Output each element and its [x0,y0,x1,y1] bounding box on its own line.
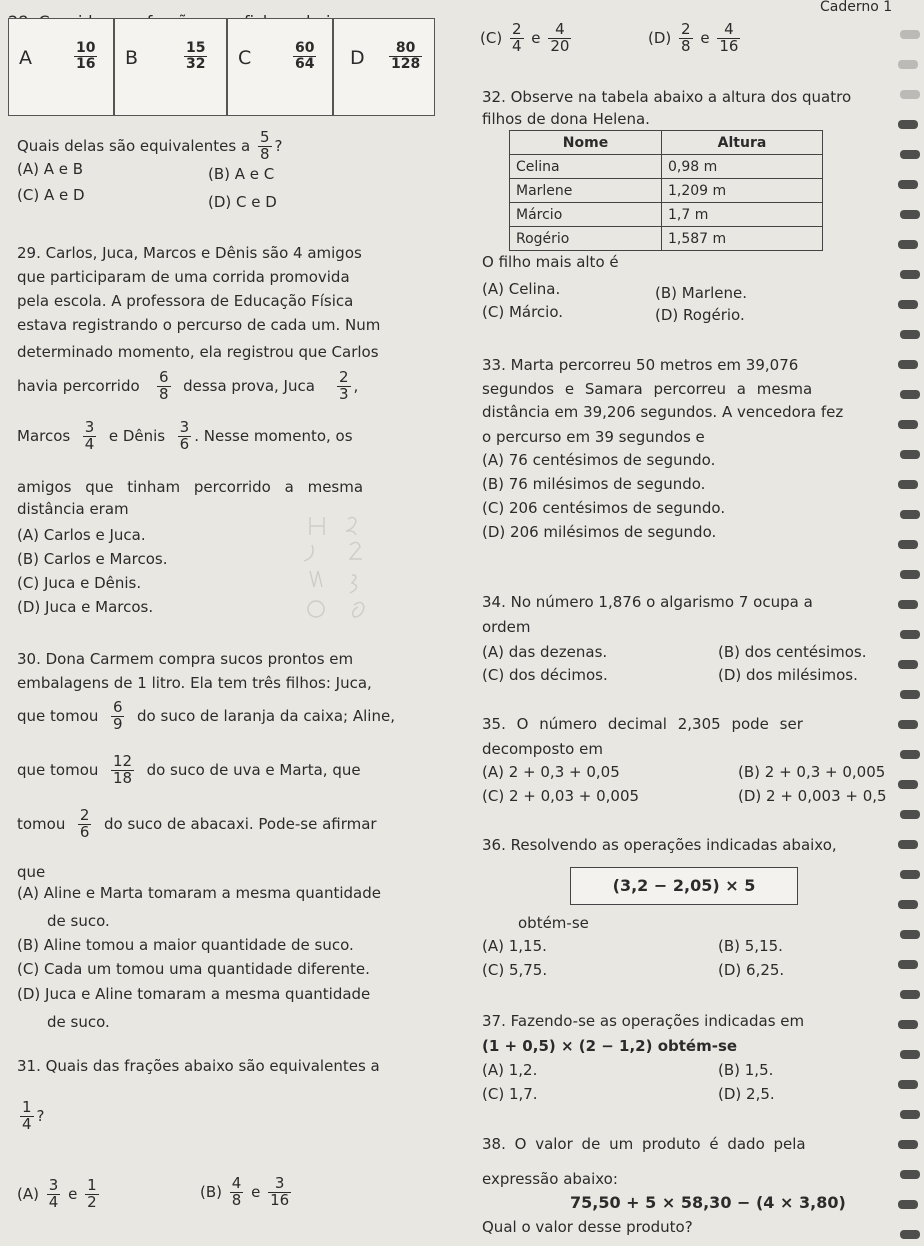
q34-line: 34. No número 1,876 o algarismo 7 ocupa a [482,593,813,611]
binding-mark [900,450,920,459]
binding-mark [900,1050,920,1059]
q37-line: 37. Fazendo-se as operações indicadas em [482,1012,805,1030]
q30-line: embalagens de 1 litro. Ela tem três filhos: Juca, [17,674,372,692]
binding-mark [898,720,918,729]
heights-table [509,130,823,251]
q35-option[interactable]: (B) 2 + 0,3 + 0,005 [738,763,886,781]
q36-line: 36. Resolvendo as operações indicadas abaixo, [482,836,837,854]
card-d [333,18,435,116]
binding-mark [898,480,918,489]
table-cell: 1,587 m [662,227,823,251]
q30-line: 30. Dona Carmem compra sucos prontos em [17,650,354,668]
q36-expression-box [570,867,798,905]
q29-line-fractions-1: havia percorrido $\frac{6}{8}$ dessa prova, Juca $\frac{2}{3}$ , [17,368,359,403]
table-row [510,155,823,179]
binding-mark [900,1170,920,1179]
q31-option-a[interactable]: (A) $\frac{3}{4}$ e $\frac{1}{2}$ [17,1176,97,1211]
q36-option[interactable]: (B) 5,15. [718,937,783,955]
binding-mark [900,750,920,759]
card-letter: B [125,47,139,69]
binding-mark [900,570,920,579]
binding-mark [900,150,920,159]
card-letter: A [19,47,32,69]
table-header: Nome [510,131,662,155]
binding-mark [898,660,918,669]
binding-mark [900,930,920,939]
q33-option[interactable]: (C) 206 centésimos de segundo. [482,499,726,517]
q37-option[interactable]: (A) 1,2. [482,1061,538,1079]
binding-mark [898,1140,918,1149]
table-cell: Celina [510,155,662,179]
q34-option[interactable]: (D) dos milésimos. [718,666,858,684]
q32-option[interactable]: (D) Rogério. [655,306,745,324]
q28-question: Quais delas são equivalentes a $\frac{5}{8}$ ? [17,128,283,163]
binding-mark [898,540,918,549]
q37-option[interactable]: (D) 2,5. [718,1085,775,1103]
q34-option[interactable]: (C) dos décimos. [482,666,608,684]
q32-option[interactable]: (C) Márcio. [482,303,564,321]
notebook-label: Caderno 1 [820,0,893,15]
q28b-option-c[interactable]: (C) $\frac{2}{4}$ e $\frac{4}{20}$ [480,20,570,55]
q30-line-fraction: tomou $\frac{2}{6}$ do suco de abacaxi. Pode-se afirmar [17,806,377,841]
q36-option[interactable]: (C) 5,75. [482,961,548,979]
binding-mark [898,120,918,129]
q35-line: 35. O número decimal 2,305 pode ser [482,715,803,733]
q29-line: pela escola. A professora de Educação Física [17,292,354,310]
q29-line: 29. Carlos, Juca, Marcos e Dênis são 4 amigos [17,244,362,262]
q34-option[interactable]: (B) dos centésimos. [718,643,867,661]
q36-expression: (3,2 − 2,05) × 5 [612,876,756,895]
binding-mark [900,630,920,639]
q36-line: obtém-se [518,914,589,932]
card-b [114,18,227,116]
q38-expression: 75,50 + 5 × 58,30 − (4 × 3,80) [570,1193,846,1212]
q29-option[interactable]: (A) Carlos e Juca. [17,526,146,544]
table-header: Altura [662,131,823,155]
binding-mark [900,810,920,819]
binding-mark [898,60,918,69]
binding-mark [900,90,920,99]
q33-line: segundos e Samara percorreu a mesma [482,380,813,398]
q34-line: ordem [482,618,531,636]
q33-line: 33. Marta percorreu 50 metros em 39,076 [482,356,799,374]
q31-option-b[interactable]: (B) $\frac{4}{8}$ e $\frac{3}{16}$ [200,1174,290,1209]
table-row [510,203,823,227]
card-a [8,18,114,116]
table-cell: 1,209 m [662,179,823,203]
q35-option[interactable]: (A) 2 + 0,3 + 0,05 [482,763,620,781]
q28-option[interactable]: (D) C e D [208,193,277,211]
q33-line: o percurso em 39 segundos e [482,428,705,446]
binding-mark [900,990,920,999]
q33-line: distância em 39,206 segundos. A vencedora fez [482,403,844,421]
binding-mark [900,30,920,39]
q28b-option-d[interactable]: (D) $\frac{2}{8}$ e $\frac{4}{16}$ [648,20,739,55]
q30-line: que [17,863,46,881]
binding-mark [898,960,918,969]
q30-option-cont: de suco. [47,912,110,930]
q30-option[interactable]: (D) Juca e Aline tomaram a mesma quantidade [17,985,371,1003]
binding-mark [900,210,920,219]
binding-mark [900,1110,920,1119]
card-fraction: $\frac{15}{32}$ [186,40,206,72]
card-fraction: $\frac{60}{64}$ [295,40,315,72]
binding-mark [900,510,920,519]
q37-line: (1 + 0,5) × (2 − 1,2) obtém-se [482,1037,738,1055]
card-letter: D [350,47,365,69]
q28-option[interactable]: (A) A e B [17,160,84,178]
table-cell: Rogério [510,227,662,251]
q35-option[interactable]: (D) 2 + 0,003 + 0,5 [738,787,887,805]
table-row [510,227,823,251]
binding-mark [898,1200,918,1209]
binding-mark [898,240,918,249]
card-fraction: $\frac{10}{16}$ [76,40,96,72]
q36-option[interactable]: (D) 6,25. [718,961,785,979]
q29-line: estava registrando o percurso de cada um. Num [17,316,381,334]
q30-line-fraction: que tomou $\frac{12}{18}$ do suco de uva e Marta, que [17,752,361,787]
q30-option[interactable]: (B) Aline tomou a maior quantidade de suco. [17,936,354,954]
card-c [227,18,333,116]
q29-option[interactable]: (B) Carlos e Marcos. [17,550,168,568]
q32-question: O filho mais alto é [482,253,619,271]
q29-line-fractions-2: Marcos $\frac{3}{4}$ e Dênis $\frac{3}{6}$ . Nesse momento, os [17,418,353,453]
binding-mark [898,900,918,909]
q29-option[interactable]: (D) Juca e Marcos. [17,598,154,616]
q32-option[interactable]: (A) Celina. [482,280,561,298]
q30-option-cont: de suco. [47,1013,110,1031]
binding-mark [900,870,920,879]
q30-option[interactable]: (C) Cada um tomou uma quantidade diferente. [17,960,370,978]
q35-option[interactable]: (C) 2 + 0,03 + 0,005 [482,787,640,805]
table-cell: Marlene [510,179,662,203]
binding-mark [898,360,918,369]
q32-line: 32. Observe na tabela abaixo a altura dos quatro [482,88,852,106]
q38-line: 38. O valor de um produto é dado pela [482,1135,806,1153]
q32-line: filhos de dona Helena. [482,110,650,128]
q38-line: expressão abaixo: [482,1170,618,1188]
q33-option[interactable]: (A) 76 centésimos de segundo. [482,451,716,469]
q31-ref: $\frac{1}{4}$ ? [22,1098,45,1133]
q38-line: Qual o valor desse produto? [482,1218,693,1236]
binding-mark [898,840,918,849]
binding-mark [898,180,918,189]
q28-option[interactable]: (C) A e D [17,186,85,204]
binding-mark [898,420,918,429]
q28-option[interactable]: (B) A e C [208,165,275,183]
q29-line: determinado momento, ela registrou que Carlos [17,343,379,361]
q30-option[interactable]: (A) Aline e Marta tomaram a mesma quantidade [17,884,381,902]
q34-option[interactable]: (A) das dezenas. [482,643,608,661]
q37-option[interactable]: (C) 1,7. [482,1085,538,1103]
q31-line: 31. Quais das frações abaixo são equivalentes a [17,1057,380,1075]
binding-mark [900,690,920,699]
card-fraction: $\frac{80}{128}$ [391,40,421,72]
table-cell: Márcio [510,203,662,227]
binding-mark [898,1020,918,1029]
q29-line: distância eram [17,500,129,518]
binding-mark [898,600,918,609]
table-row [510,179,823,203]
binding-mark [900,390,920,399]
binding-mark [900,1230,920,1239]
binding-mark [898,1080,918,1089]
binding-mark [898,780,918,789]
binding-mark [900,330,920,339]
binding-mark [898,300,918,309]
q29-line: que participaram de uma corrida promovida [17,268,350,286]
table-cell: 1,7 m [662,203,823,227]
q36-option[interactable]: (A) 1,15. [482,937,547,955]
q30-line-fraction: que tomou $\frac{6}{9}$ do suco de laranja da caixa; Aline, [17,698,395,733]
q32-option[interactable]: (B) Marlene. [655,284,747,302]
card-letter: C [238,47,252,69]
table-cell: 0,98 m [662,155,823,179]
table-header-row [510,131,823,155]
pencil-scribbles [300,505,410,630]
q33-option[interactable]: (D) 206 milésimos de segundo. [482,523,717,541]
q35-line: decomposto em [482,740,603,758]
q37-option[interactable]: (B) 1,5. [718,1061,774,1079]
q29-line: amigos que tinham percorrido a mesma [17,478,364,496]
q33-option[interactable]: (B) 76 milésimos de segundo. [482,475,706,493]
q29-option[interactable]: (C) Juca e Dênis. [17,574,142,592]
binding-mark [900,270,920,279]
